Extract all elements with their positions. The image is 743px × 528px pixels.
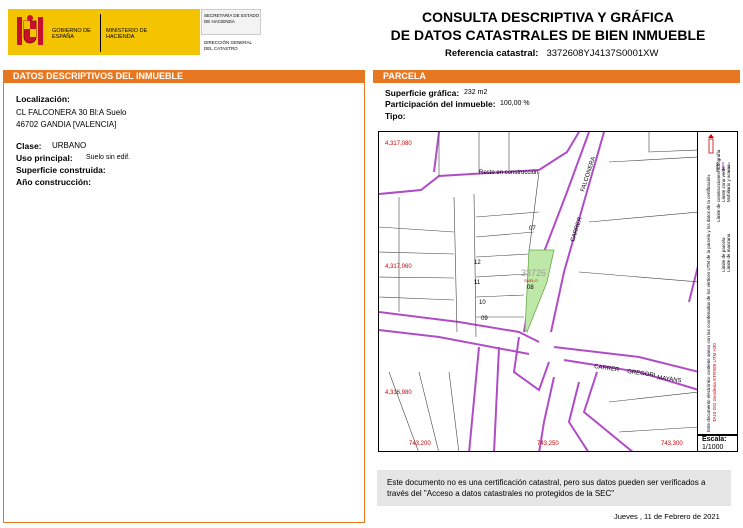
sup-grafica-label: Superficie gráfica:	[385, 88, 460, 98]
participacion-value: 100,00 %	[500, 100, 530, 107]
reference-catastral	[445, 48, 658, 59]
svg-text:11: 11	[474, 280, 481, 286]
coat-of-arms-icon	[14, 13, 46, 51]
legend-item-6: Hidrografía	[716, 149, 721, 172]
coord-x-1: 743,200	[409, 441, 431, 447]
address-line-2: 46702 GANDIA [VALENCIA]	[16, 120, 117, 129]
legend-item-3: Límite de construcciones	[716, 172, 721, 222]
svg-text:09: 09	[481, 316, 488, 322]
street-resto: Resto en construcción	[479, 170, 539, 176]
street-carrer-2: CARRER	[593, 364, 620, 374]
direccion-label: DIRECCIÓN GENERAL DEL CATASTRO	[204, 40, 252, 51]
legend-item-1: Límite de manzana	[726, 233, 731, 272]
coord-x-2: 743,250	[537, 441, 559, 447]
document-title	[355, 8, 741, 44]
street-gregori: GREGORI	[626, 369, 656, 379]
legend-ref: TA10 ISO Geodesia ETRS89 UTM H30	[712, 343, 717, 422]
anio-construccion-label: Año construcción:	[16, 177, 92, 187]
reference-label: Referencia catastral:	[445, 48, 539, 59]
ministerio-label: MINISTERIO DE HACIENDA	[106, 28, 148, 40]
title-line-2: DE DATOS CATASTRALES DE BIEN INMUEBLE	[390, 27, 706, 43]
coord-y-2: 4,317,060	[385, 264, 412, 270]
map-legend	[698, 131, 738, 435]
legend-item-5: Límite zona verde	[721, 166, 726, 202]
scale-label: Escala:	[702, 436, 727, 443]
notice-line-1: Este documento no es una certificación catastral, pero sus datos pueden ser verificados a	[387, 478, 706, 487]
scale-box	[698, 435, 738, 452]
document-date: Jueves , 11 de Febrero de 2021	[614, 512, 720, 521]
uso-label: Uso principal:	[16, 153, 73, 163]
legend-note: Este documento electrónico contiene anexo con las coordenadas de los vértices UTM de la parcela y los datos de la certificación.	[706, 173, 711, 432]
participacion-label: Participación del inmueble:	[385, 99, 496, 109]
reference-value: 3372608YJ4137S0001XW	[546, 48, 659, 59]
superficie-construida-label: Superficie construida:	[16, 165, 106, 175]
svg-text:08: 08	[527, 285, 534, 291]
map-drawing	[379, 132, 698, 452]
address-line-1: CL FALCONERA 30 Bl:A Suelo	[16, 108, 127, 117]
scale-value: 1/1000	[702, 444, 724, 451]
clase-label: Clase:	[16, 141, 42, 151]
clase-value: URBANO	[52, 141, 87, 150]
localizacion-label: Localización:	[16, 94, 70, 104]
uso-value: Suelo sin edif.	[86, 154, 130, 161]
north-arrow-icon	[708, 134, 714, 138]
coord-x-3: 743,300	[661, 441, 683, 447]
legend-drawing	[698, 132, 738, 436]
coord-y-3: 4,316,980	[385, 390, 412, 396]
coord-y-1: 4,317,080	[385, 141, 412, 147]
parcel-sub: SUELO	[524, 278, 538, 283]
tipo-label: Tipo:	[385, 111, 406, 121]
verification-notice	[377, 470, 731, 506]
section-bar-descriptive: DATOS DESCRIPTIVOS DEL INMUEBLE	[3, 70, 365, 83]
street-falconera: FALCONERA	[580, 156, 598, 193]
cadastral-map[interactable]	[378, 131, 698, 452]
svg-text:10: 10	[479, 300, 486, 306]
legend-item-2: Límite de parcela	[721, 237, 726, 272]
svg-text:12: 12	[474, 260, 481, 266]
logo-divider	[100, 14, 101, 52]
parcel-id: 33726	[521, 268, 547, 278]
street-mayans: MAYANS	[656, 375, 682, 385]
legend-item-4: Mobiliario y aceras	[726, 164, 731, 202]
title-line-1: CONSULTA DESCRIPTIVA Y GRÁFICA	[421, 9, 674, 25]
street-carrer: CARRER	[570, 216, 584, 243]
gobierno-label: GOBIERNO DE ESPAÑA	[52, 28, 91, 40]
section-bar-parcela: PARCELA	[373, 70, 740, 83]
svg-text:07: 07	[529, 226, 536, 232]
sup-grafica-value: 232 m2	[464, 89, 488, 96]
secretaria-label: SECRETARÍA DE ESTADO DE HACIENDA	[204, 13, 260, 24]
notice-line-2: través del "Acceso a datos catastrales no protegidos de la SEC"	[387, 489, 615, 498]
